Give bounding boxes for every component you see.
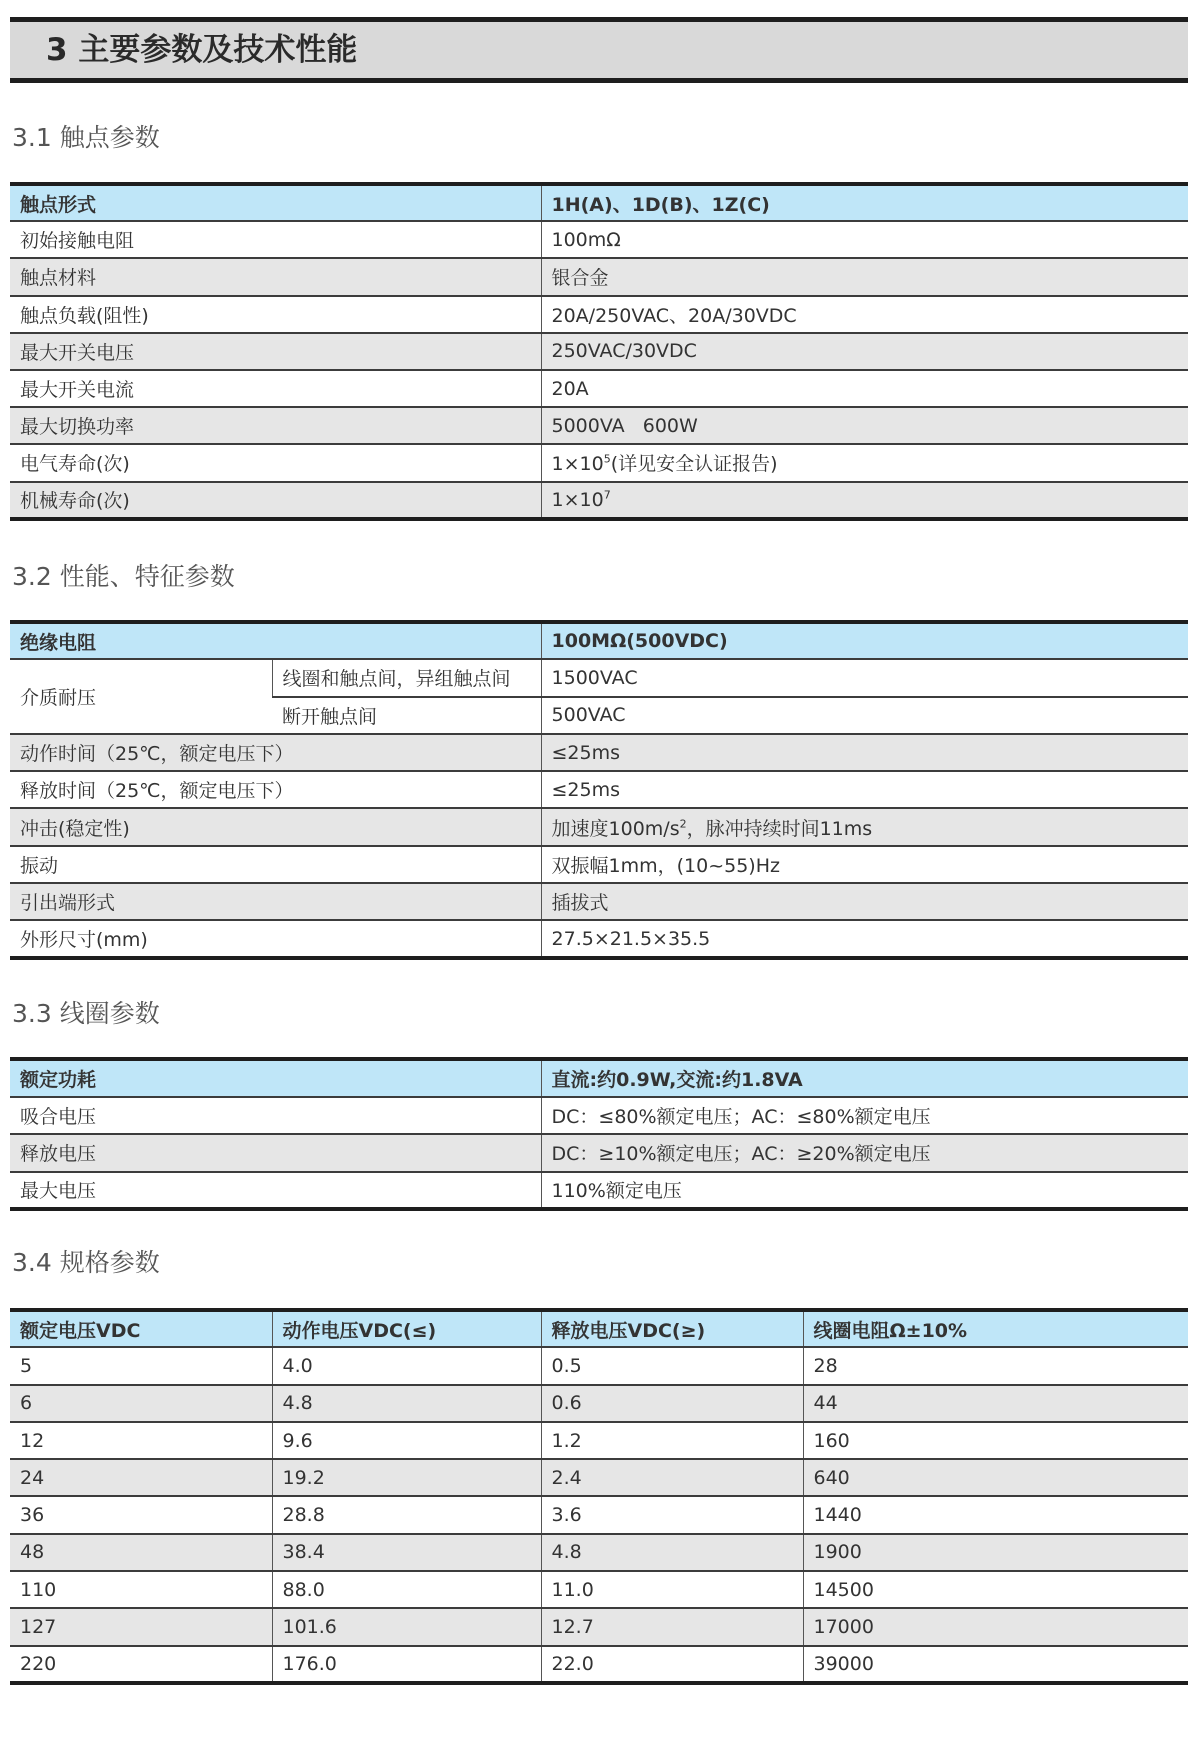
coil-resistance: 640 [803, 1459, 1188, 1496]
rated-voltage: 24 [10, 1459, 272, 1496]
row-label: 释放时间（25℃，额定电压下） [10, 771, 541, 808]
row-value: 插拔式 [541, 883, 1188, 920]
row-value: DC：≥10%额定电压；AC：≥20%额定电压 [541, 1134, 1188, 1172]
table-row [10, 883, 1188, 920]
coil-resistance: 17000 [803, 1608, 1188, 1645]
pickup-voltage: 88.0 [272, 1571, 541, 1608]
row-value: 250VAC/30VDC [541, 333, 1188, 370]
row-label: 吸合电压 [10, 1097, 541, 1135]
row-value [541, 808, 1188, 845]
row-value: 银合金 [541, 258, 1188, 295]
table-row [10, 808, 1188, 845]
value-base: 加速度100m/s [551, 817, 680, 840]
rated-voltage: 6 [10, 1385, 272, 1422]
table-row [10, 1646, 1188, 1683]
row-label: 初始接触电阻 [10, 221, 541, 258]
row-value: 100mΩ [541, 221, 1188, 258]
contact-params-table [10, 182, 1188, 521]
coil-resistance: 160 [803, 1422, 1188, 1459]
rated-voltage: 5 [10, 1347, 272, 1384]
table-row [10, 1172, 1188, 1210]
row-value: 5000VA 600W [541, 407, 1188, 444]
spec-params-table [10, 1308, 1188, 1685]
coil-params-table [10, 1057, 1188, 1211]
table-row [10, 258, 1188, 295]
release-voltage: 4.8 [541, 1534, 803, 1571]
header-label: 额定功耗 [10, 1059, 541, 1097]
coil-resistance: 28 [803, 1347, 1188, 1384]
rated-voltage: 110 [10, 1571, 272, 1608]
table-header-row [10, 1059, 1188, 1097]
table-row [10, 482, 1188, 519]
coil-resistance: 44 [803, 1385, 1188, 1422]
header-value: 100MΩ(500VDC) [541, 622, 1188, 659]
table-row [10, 221, 1188, 258]
coil-resistance: 14500 [803, 1571, 1188, 1608]
value-exponent: 7 [603, 488, 611, 502]
row-label: 外形尺寸(mm) [20, 929, 148, 952]
release-voltage: 0.5 [541, 1347, 803, 1384]
table-row [10, 1347, 1188, 1384]
table-row [10, 1496, 1188, 1533]
release-voltage: 1.2 [541, 1422, 803, 1459]
row-label: 机械寿命(次) [10, 482, 541, 519]
table-row [10, 333, 1188, 370]
header-value: 直流:约0.9W,交流:约1.8VA [541, 1059, 1188, 1097]
table-row [10, 407, 1188, 444]
table-row [10, 1534, 1188, 1571]
row-value: 500VAC [541, 697, 1188, 734]
table-row [10, 1134, 1188, 1172]
row-label: 振动 [10, 846, 541, 883]
column-header: 额定电压VDC [10, 1310, 272, 1347]
performance-params-table [10, 620, 1188, 960]
value-exponent: 5 [603, 453, 611, 467]
header-value: 1H(A)、1D(B)、1Z(C) [541, 184, 1188, 221]
pickup-voltage: 19.2 [272, 1459, 541, 1496]
section-title-contact: 3.1 触点参数 [12, 123, 160, 152]
table-row [10, 370, 1188, 407]
row-value: 20A [541, 370, 1188, 407]
table-row [10, 771, 1188, 808]
row-label: 电气寿命(次) [10, 444, 541, 481]
rated-voltage: 220 [20, 1652, 57, 1675]
section-title-performance: 3.2 性能、特征参数 [12, 562, 235, 591]
row-value: ≤25ms [541, 771, 1188, 808]
table-row [10, 1571, 1188, 1608]
row-label: 释放电压 [10, 1134, 541, 1172]
sub-label: 线圈和触点间，异组触点间 [272, 659, 541, 696]
row-value: 110%额定电压 [541, 1172, 1188, 1210]
row-label: 最大电压 [20, 1180, 97, 1203]
value-base: 1×10 [551, 453, 604, 476]
row-value: 20A/250VAC、20A/30VDC [541, 296, 1188, 333]
table-header-row [10, 184, 1188, 221]
value-note: ，脉冲持续时间11ms [686, 817, 873, 840]
section-title-spec: 3.4 规格参数 [12, 1248, 160, 1277]
column-header: 动作电压VDC(≤) [272, 1310, 541, 1347]
rated-voltage: 48 [10, 1534, 272, 1571]
row-value: 27.5×21.5×35.5 [541, 920, 1188, 957]
table-row [10, 659, 1188, 696]
table-row [10, 1097, 1188, 1135]
row-label: 冲击(稳定性) [10, 808, 541, 845]
pickup-voltage: 4.0 [272, 1347, 541, 1384]
coil-resistance: 1900 [803, 1534, 1188, 1571]
release-voltage: 2.4 [541, 1459, 803, 1496]
section-title-coil: 3.3 线圈参数 [12, 999, 160, 1028]
table-row [10, 1385, 1188, 1422]
pickup-voltage: 101.6 [272, 1608, 541, 1645]
row-label: 最大开关电压 [10, 333, 541, 370]
value-note: (详见安全认证报告) [610, 453, 778, 476]
release-voltage: 11.0 [541, 1571, 803, 1608]
row-label: 触点负载(阻性) [10, 296, 541, 333]
rated-voltage: 127 [10, 1608, 272, 1645]
chapter-title: 3 主要参数及技术性能 [46, 32, 358, 68]
table-row [10, 734, 1188, 771]
rated-voltage: 36 [10, 1496, 272, 1533]
row-label: 介质耐压 [10, 659, 272, 734]
pickup-voltage: 38.4 [272, 1534, 541, 1571]
table-header-row [10, 622, 1188, 659]
row-value [541, 444, 1188, 481]
row-value: 双振幅1mm，(10~55)Hz [541, 846, 1188, 883]
coil-resistance: 1440 [803, 1496, 1188, 1533]
pickup-voltage: 4.8 [272, 1385, 541, 1422]
row-value [541, 482, 1188, 519]
table-header-row [10, 1310, 1188, 1347]
row-label: 触点材料 [10, 258, 541, 295]
row-label: 动作时间（25℃，额定电压下） [10, 734, 541, 771]
release-voltage: 0.6 [541, 1385, 803, 1422]
pickup-voltage: 28.8 [272, 1496, 541, 1533]
row-value: ≤25ms [541, 734, 1188, 771]
pickup-voltage: 176.0 [272, 1646, 541, 1683]
pickup-voltage: 9.6 [272, 1422, 541, 1459]
chapter-banner [10, 17, 1188, 83]
column-header: 线圈电阻Ω±10% [803, 1310, 1188, 1347]
release-voltage: 3.6 [541, 1496, 803, 1533]
table-row [10, 846, 1188, 883]
table-row [10, 1422, 1188, 1459]
table-row [10, 296, 1188, 333]
row-label: 最大开关电流 [10, 370, 541, 407]
row-label: 引出端形式 [10, 883, 541, 920]
header-label: 绝缘电阻 [10, 622, 541, 659]
header-label: 触点形式 [10, 184, 541, 221]
coil-resistance: 39000 [803, 1646, 1188, 1683]
rated-voltage: 12 [10, 1422, 272, 1459]
row-value: 1500VAC [541, 659, 1188, 696]
sub-label: 断开触点间 [272, 697, 541, 734]
column-header: 释放电压VDC(≥) [541, 1310, 803, 1347]
row-label: 最大切换功率 [10, 407, 541, 444]
release-voltage: 22.0 [541, 1646, 803, 1683]
table-row [10, 1459, 1188, 1496]
value-exponent: 2 [679, 817, 687, 831]
table-row [10, 920, 1188, 957]
row-value: DC：≤80%额定电压；AC：≤80%额定电压 [541, 1097, 1188, 1135]
value-base: 1×10 [551, 488, 604, 511]
table-row [10, 1608, 1188, 1645]
release-voltage: 12.7 [541, 1608, 803, 1645]
table-row [10, 444, 1188, 481]
